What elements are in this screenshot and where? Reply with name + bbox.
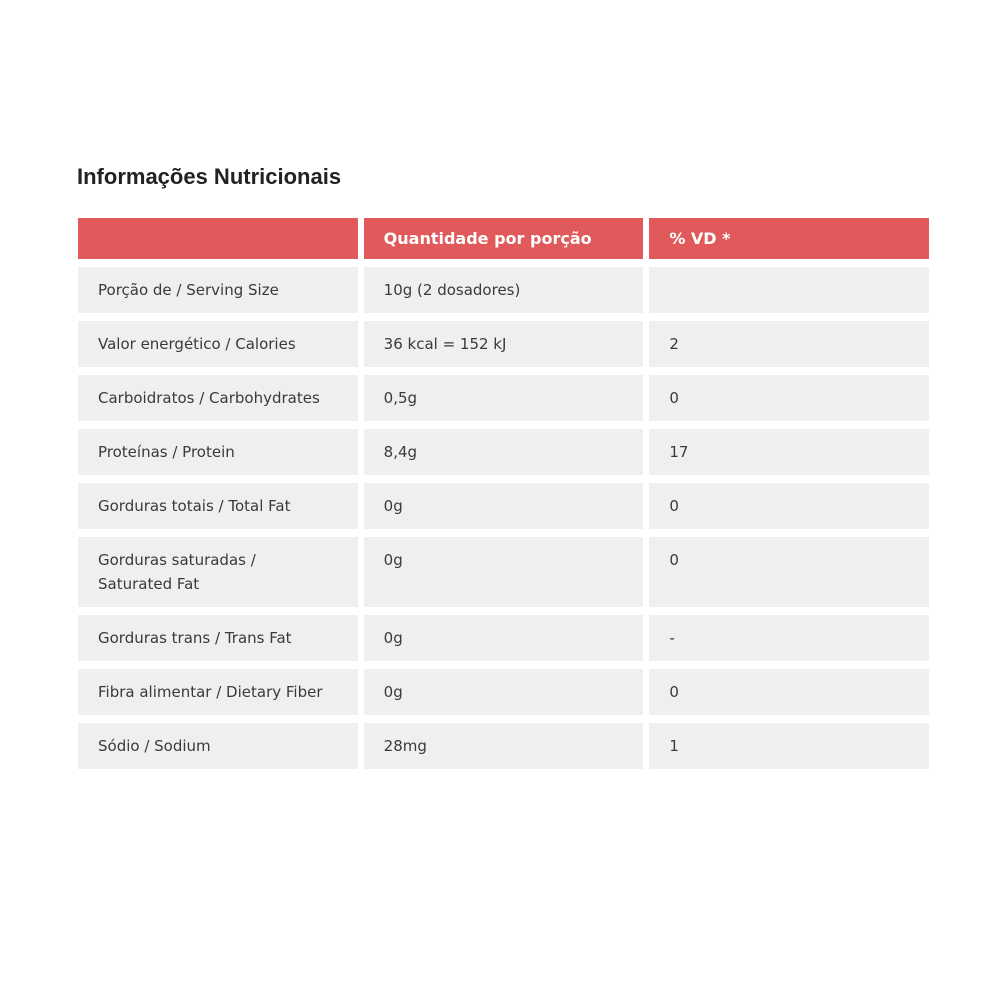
nutrient-label: Valor energético / Calories: [78, 321, 358, 367]
nutrient-label: Sódio / Sodium: [78, 723, 358, 769]
nutrient-daily-value: 1: [649, 723, 929, 769]
nutrient-amount: 0g: [364, 615, 644, 661]
nutrient-amount: 0,5g: [364, 375, 644, 421]
nutrient-amount: 36 kcal = 152 kJ: [364, 321, 644, 367]
nutrient-label: Gorduras totais / Total Fat: [78, 483, 358, 529]
table-row: [78, 669, 929, 715]
nutrient-daily-value: [649, 267, 929, 313]
header-empty: [78, 218, 358, 259]
table-row: [78, 723, 929, 769]
table-row: [78, 537, 929, 607]
table-row: [78, 267, 929, 313]
table-row: [78, 429, 929, 475]
table-header-row: [78, 218, 929, 259]
nutrient-daily-value: 17: [649, 429, 929, 475]
nutrient-label: Porção de / Serving Size: [78, 267, 358, 313]
nutrient-amount: 0g: [364, 669, 644, 715]
nutrient-amount: 8,4g: [364, 429, 644, 475]
nutrient-amount: 28mg: [364, 723, 644, 769]
table-row: [78, 321, 929, 367]
nutrient-daily-value: 0: [649, 669, 929, 715]
nutrient-daily-value: 0: [649, 537, 929, 607]
nutrient-daily-value: 2: [649, 321, 929, 367]
nutrient-amount: 10g (2 dosadores): [364, 267, 644, 313]
nutrition-table: [72, 210, 935, 777]
nutrient-daily-value: 0: [649, 483, 929, 529]
header-amount: Quantidade por porção: [364, 218, 644, 259]
table-row: [78, 483, 929, 529]
page-title: Informações Nutricionais: [77, 164, 342, 189]
nutrient-label: Fibra alimentar / Dietary Fiber: [78, 669, 358, 715]
table-row: [78, 375, 929, 421]
nutrient-daily-value: 0: [649, 375, 929, 421]
table-row: [78, 615, 929, 661]
nutrient-label: Gorduras trans / Trans Fat: [78, 615, 358, 661]
nutrient-label-line1: Gorduras saturadas /: [98, 551, 256, 569]
nutrient-label: [78, 537, 358, 607]
nutrient-label: Carboidratos / Carbohydrates: [78, 375, 358, 421]
nutrient-daily-value: -: [649, 615, 929, 661]
nutrient-amount: 0g: [364, 537, 644, 607]
nutrient-amount: 0g: [364, 483, 644, 529]
nutrient-label-line2: Saturated Fat: [98, 575, 200, 593]
header-daily-value: % VD *: [649, 218, 929, 259]
nutrient-label: Proteínas / Protein: [78, 429, 358, 475]
